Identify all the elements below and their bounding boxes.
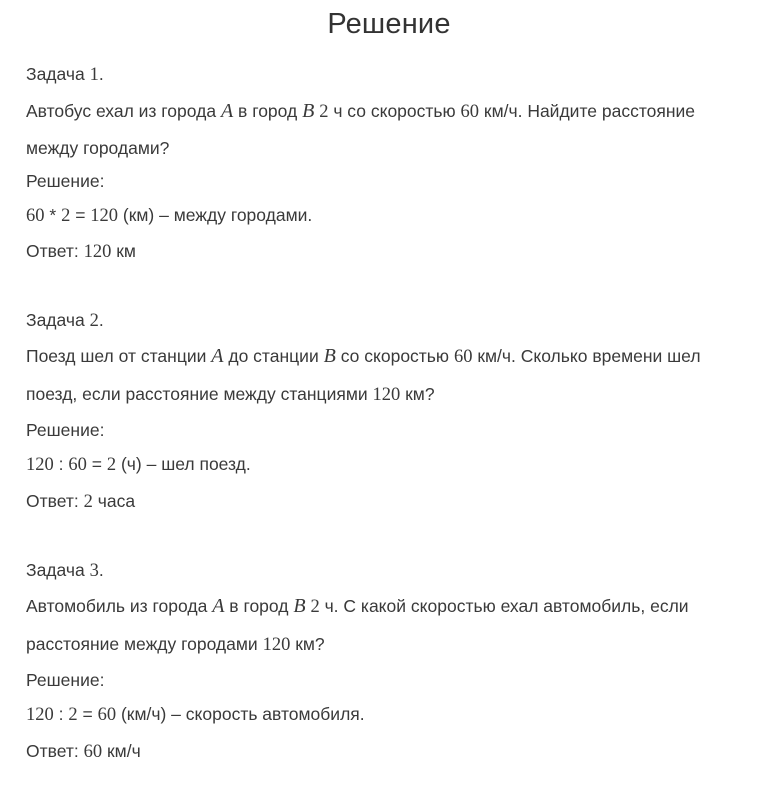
task-heading-dot: . [98, 310, 104, 330]
solution-calculation [26, 454, 251, 475]
question-text: до станции [228, 346, 319, 366]
answer-label: Ответ: [26, 741, 79, 761]
task-heading-dot: . [98, 64, 104, 84]
answer-label: Ответ: [26, 241, 79, 261]
task-question-line-2 [26, 138, 169, 158]
task-question-line-1 [26, 101, 695, 122]
calc-equals: = [91, 454, 102, 474]
calc-description: (ч) – шел поезд. [120, 454, 251, 474]
calc-operand: 60 [26, 206, 45, 226]
answer-value: 60 [83, 742, 103, 762]
answer-unit: км [116, 241, 136, 261]
task-question-line-1 [26, 596, 689, 617]
task-heading-dot: . [98, 560, 104, 580]
variable-a: A [212, 595, 225, 617]
question-number: 120 [262, 635, 291, 655]
calc-operand: 120 [26, 705, 54, 725]
calc-operand: 60 [68, 455, 87, 475]
variable-b: B [302, 100, 315, 122]
task-heading [26, 310, 104, 331]
solution-label: Решение: [26, 171, 105, 191]
task-question-line-2 [26, 634, 325, 655]
task-heading [26, 560, 104, 581]
question-text: Автомобиль из города [26, 596, 208, 616]
question-text: со скоростью [340, 346, 450, 366]
task-heading-number: 3 [89, 561, 99, 581]
question-number: 60 [460, 102, 480, 122]
question-text: км/ч. Сколько времени шел [477, 346, 701, 366]
question-number: 2 [310, 597, 320, 617]
task-heading-number: 1 [89, 65, 99, 85]
answer-unit: часа [97, 491, 136, 511]
variable-b: B [323, 345, 336, 367]
calc-operator: : [58, 454, 64, 474]
question-text: км/ч. Найдите расстояние [483, 101, 696, 121]
question-text: в город [229, 596, 289, 616]
calc-operand: 120 [26, 455, 54, 475]
variable-a: A [220, 100, 234, 122]
answer-unit: км/ч [107, 741, 141, 761]
solution-calculation [26, 704, 365, 725]
question-text: Поезд шел от станции [26, 346, 207, 366]
answer-line [26, 241, 136, 262]
calc-operator: : [58, 704, 64, 724]
answer-line [26, 491, 135, 512]
question-number: 2 [319, 102, 329, 122]
question-text: расстояние между городами [26, 634, 258, 654]
task-question-line-2 [26, 384, 435, 405]
calc-equals: = [75, 205, 86, 225]
page-title: Решение [327, 8, 451, 40]
solution-calculation [26, 205, 312, 226]
task-heading-label: Задача [26, 310, 85, 330]
question-text: Автобус ехал из города [26, 101, 217, 121]
calc-result: 60 [97, 705, 117, 725]
solution-label: Решение: [26, 420, 105, 440]
calc-operand: 2 [68, 705, 78, 725]
calc-operator: * [49, 205, 57, 225]
solution-label: Решение: [26, 670, 105, 690]
task-heading-number: 2 [89, 311, 99, 331]
answer-value: 120 [83, 242, 112, 262]
calc-equals: = [82, 704, 93, 724]
calc-description: (км/ч) – скорость автомобиля. [120, 704, 365, 724]
question-text: ч. С какой скоростью ехал автомобиль, если [324, 596, 689, 616]
question-number: 60 [453, 347, 473, 367]
calc-operand: 2 [61, 206, 71, 226]
question-text: в город [238, 101, 298, 121]
calc-result: 2 [106, 455, 117, 475]
question-text: км? [295, 634, 325, 654]
question-text: ч со скоростью [333, 101, 456, 121]
answer-label: Ответ: [26, 491, 79, 511]
question-text: поезд, если расстояние между станциями [26, 384, 368, 404]
answer-value: 2 [83, 492, 93, 512]
question-text: между городами? [26, 138, 170, 158]
task-question-line-1 [26, 346, 701, 367]
task-heading-label: Задача [26, 560, 85, 580]
calc-description: (км) – между городами. [122, 205, 313, 225]
question-number: 120 [372, 385, 401, 405]
variable-b: B [293, 595, 306, 617]
variable-a: A [211, 345, 224, 367]
calc-result: 120 [90, 206, 119, 226]
answer-line [26, 741, 141, 762]
question-text: км? [405, 384, 435, 404]
task-heading-label: Задача [26, 64, 85, 84]
task-heading [26, 64, 104, 85]
